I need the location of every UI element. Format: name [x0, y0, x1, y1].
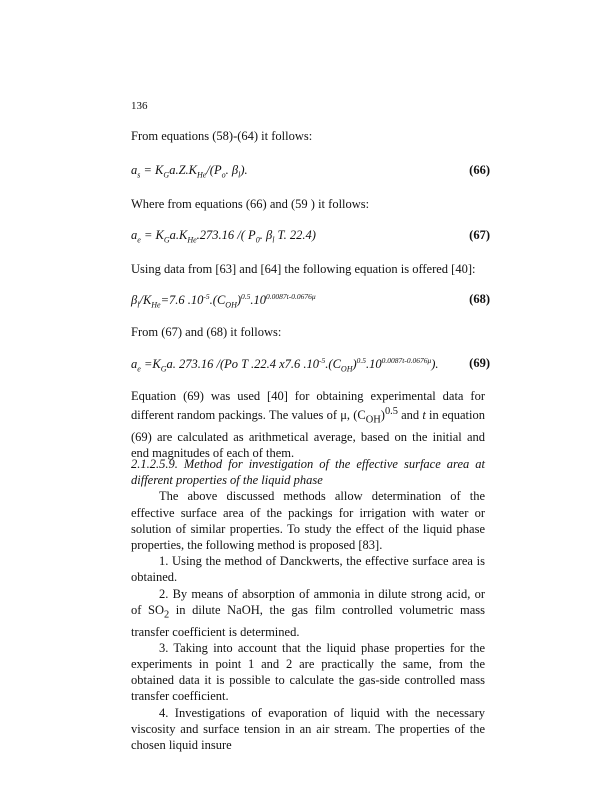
method-step-2: 2. By means of absorption of ammonia in dilute strong acid, or of $SO_2$ in dilute NaOH, the gas film controlled volumetric mass transfer coefficient is determined.	[131, 586, 485, 639]
page-number: 136	[131, 100, 148, 112]
equation-66	[131, 163, 490, 181]
equation-66-formula: $a_s = K_Ga.Z.K_{He}/(P_o$. $\beta_l$).	[131, 163, 248, 180]
intro-text-3: Using data from [63] and [64] the following equation is offered [40]:	[131, 262, 476, 276]
equation-69-formula: $a_e =K_Ga$. 273.16 /(Po T .22.4 x7.6 $.10^{-5}.(C_{OH})^{0.5}.10^{0.0087t-0.0676\mu}$).	[131, 356, 439, 374]
equation-69-explanation: Equation (69) was used [40] for obtaining experimental data for different random packings. The values of μ, $(C_{OH})^{0.5}$ and t in equation (69) are calculated as arithmetical average, based on the initial and end magnitudes of each of them.	[131, 389, 485, 461]
equation-67	[131, 228, 490, 246]
method-step-3: 3. Taking into account that the liquid phase properties for the experiments in point 1 and 2 are practically the same, from the obtained data it is possible to calculate the gas-side controlled mass transfer coefficient.	[131, 640, 485, 704]
intro-text-1: From equations (58)-(64) it follows:	[131, 129, 313, 143]
equation-67-formula: $a_e = K_Ga.K_{He}.273.16$ /( $P_0$. $\beta_l$ T. 22.4)	[131, 228, 316, 245]
equation-68-formula: $\beta_l/K_{He}=7.6$ $.10^{-5}.(C_{OH})^{0.5}.10^{0.0087t-0.0676\mu}$	[131, 292, 316, 310]
equation-68-number: (68)	[469, 292, 490, 306]
method-step-4: 4. Investigations of evaporation of liquid with the necessary viscosity and surface tension in an air stream. The properties of the chosen liquid insure	[131, 705, 485, 752]
equation-66-number: (66)	[469, 163, 490, 177]
section-intro: The above discussed methods allow determination of the effective surface area of the packings for irrigation with water or solution of similar properties. To study the effect of the liquid phase properties, the following method is proposed [83].	[131, 489, 485, 553]
section-block	[131, 456, 485, 753]
equation-68	[131, 292, 490, 310]
equation-67-number: (67)	[469, 228, 490, 242]
intro-text-4: From (67) and (68) it follows:	[131, 325, 282, 339]
section-heading: 2.1.2.5.9. Method for investigation of the effective surface area at different properties of the liquid phase	[131, 457, 485, 488]
equation-69-number: (69)	[469, 356, 490, 370]
intro-text-2: Where from equations (66) and (59 ) it follows:	[131, 197, 370, 211]
equation-69	[131, 356, 490, 374]
method-step-1: 1. Using the method of Danckwerts, the effective surface area is obtained.	[131, 554, 485, 585]
